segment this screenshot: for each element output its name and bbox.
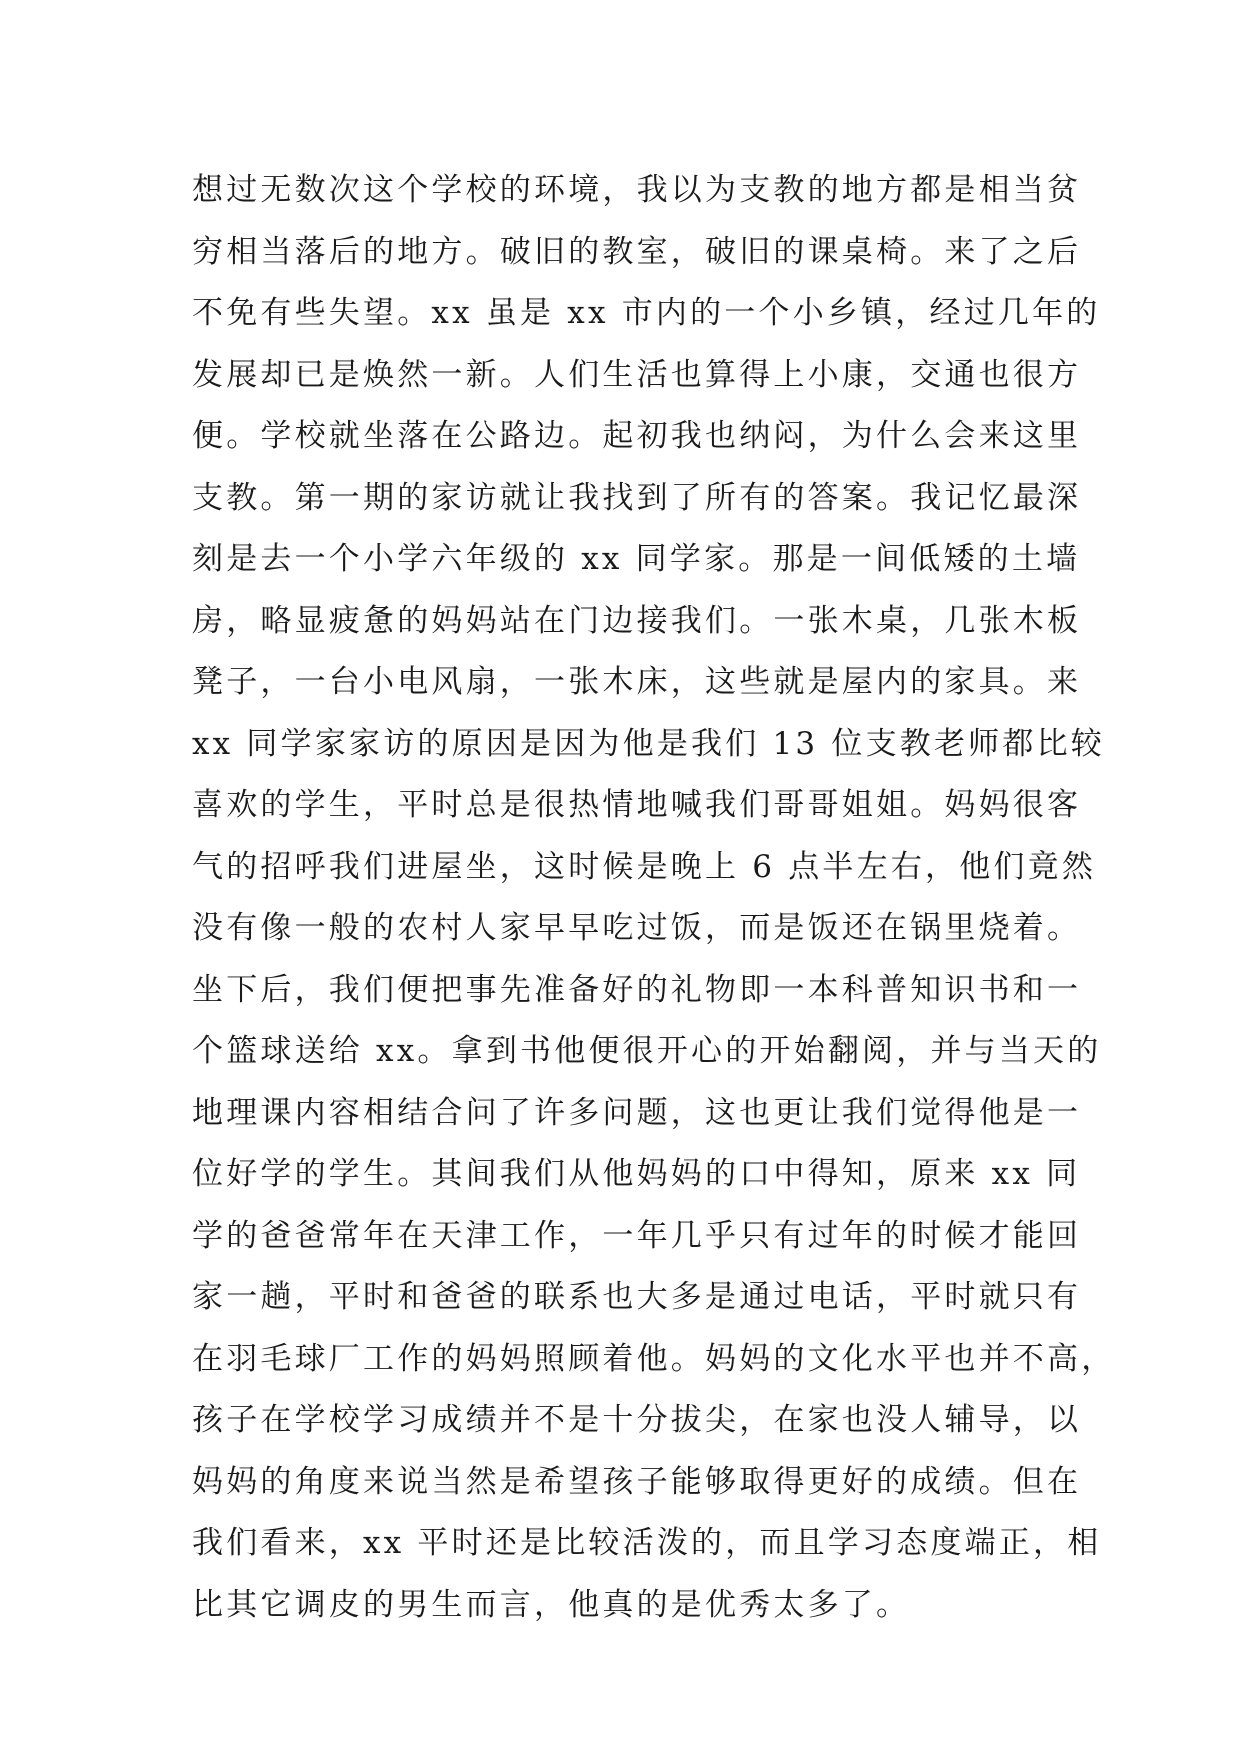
text-line: 不免有些失望。xx 虽是 xx 市内的一个小乡镇，经过几年的 (192, 295, 1101, 331)
text-line: 房，略显疲惫的妈妈站在门边接我们。一张木桌，几张木板 (192, 602, 1082, 639)
text-line: 学的爸爸常年在天津工作，一年几乎只有过年的时候才能回 (192, 1217, 1082, 1254)
text-line: 没有像一般的农村人家早早吃过饭，而是饭还在锅里烧着。 (192, 910, 1082, 946)
text-line: 在羽毛球厂工作的妈妈照顾着他。妈妈的文化水平也并不高， (192, 1340, 1116, 1377)
text-line: 刻是去一个小学六年级的 xx 同学家。那是一间低矮的土墙 (192, 541, 1081, 577)
text-line: xx 同学家家访的原因是因为他是我们 13 位支教老师都比较 (192, 725, 1105, 762)
text-line: 家一趟，平时和爸爸的联系也大多是通过电话，平时就只有 (192, 1279, 1082, 1315)
text-line: 位好学的学生。其间我们从他妈妈的口中得知，原来 xx 同 (192, 1156, 1081, 1192)
text-line: 支教。第一期的家访就让我找到了所有的答案。我记忆最深 (192, 479, 1082, 516)
text-line: 气的招呼我们进屋坐，这时候是晚上 6 点半左右，他们竟然 (192, 848, 1097, 885)
text-line: 便。学校就坐落在公路边。起初我也纳闷，为什么会来这里 (192, 418, 1082, 454)
text-line: 坐下后，我们便把事先准备好的礼物即一本科普知识书和一 (192, 971, 1082, 1008)
text-line: 地理课内容相结合问了许多问题，这也更让我们觉得他是一 (192, 1094, 1082, 1131)
text-line: 发展却已是焕然一新。人们生活也算得上小康，交通也很方 (192, 356, 1082, 393)
body-text (192, 160, 1116, 1636)
text-line: 比其它调皮的男生而言，他真的是优秀太多了。 (192, 1586, 911, 1623)
text-line: 孩子在学校学习成绩并不是十分拔尖，在家也没人辅导，以 (192, 1402, 1082, 1438)
text-line: 我们看来，xx 平时还是比较活泼的，而且学习态度端正，相 (192, 1525, 1102, 1561)
text-line: 穷相当落后的地方。破旧的教室，破旧的课桌椅。来了之后 (192, 233, 1082, 270)
text-line: 妈妈的角度来说当然是希望孩子能够取得更好的成绩。但在 (192, 1463, 1082, 1500)
text-line: 想过无数次这个学校的环境，我以为支教的地方都是相当贫 (192, 172, 1082, 208)
text-line: 喜欢的学生，平时总是很热情地喊我们哥哥姐姐。妈妈很客 (192, 787, 1082, 823)
text-line: 凳子，一台小电风扇，一张木床，这些就是屋内的家具。来 (192, 664, 1082, 700)
text-line: 个篮球送给 xx。拿到书他便很开心的开始翻阅，并与当天的 (192, 1033, 1102, 1069)
